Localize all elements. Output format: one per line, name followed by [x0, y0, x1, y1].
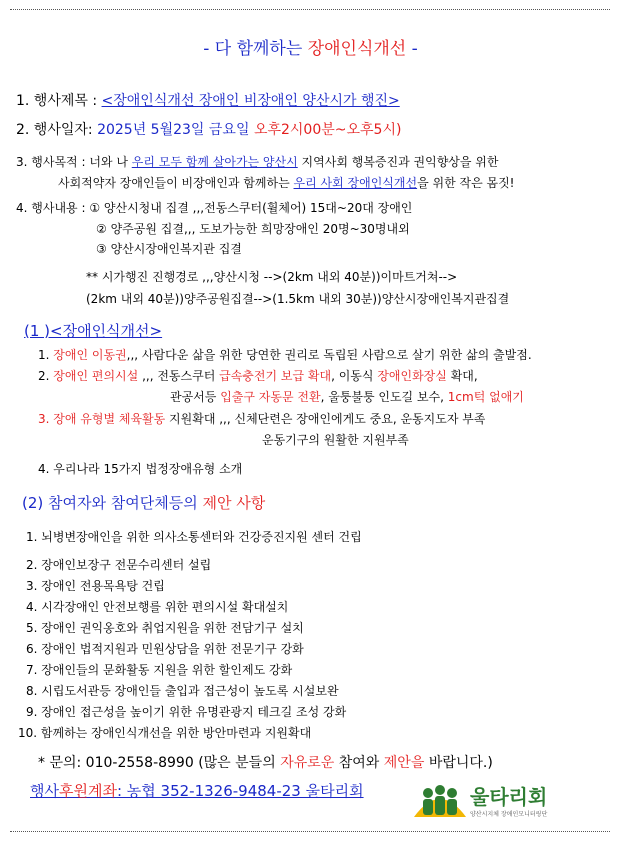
- account-label-b: 후원계좌: [58, 782, 117, 800]
- section2-heading-b: 제안 사항: [202, 494, 266, 512]
- l2-end: 확대,: [446, 369, 478, 383]
- l2-red3: 장애인화장실: [377, 369, 447, 383]
- section1-line-2: [38, 367, 478, 384]
- proposal-item: 4. 시각장애인 안전보행를 위한 편의시설 확대설치: [26, 600, 289, 614]
- title-lead: - 다 함께하는: [203, 39, 303, 59]
- l2b-red: 입출구 자동문 전환: [220, 390, 321, 404]
- l1-rest: ,,, 사람다운 삶을 위한 당연한 권리로 독립된 사람으로 살기 위한 삶의 출발점.: [126, 348, 532, 362]
- event-name-line: [16, 90, 400, 110]
- proposal-item: 9. 장애인 접근성을 높이기 위한 유명관광지 테크길 조성 강화: [26, 705, 347, 719]
- event-purpose-line-2: [58, 174, 515, 191]
- people-group-icon: [410, 777, 570, 821]
- purpose-text-d: 사회적약자 장애인들이 비장애인과 함께하는: [58, 176, 290, 190]
- purpose-text-e: 우리 사회 장애인식개선: [293, 176, 418, 190]
- contact-red: 자유로운: [280, 755, 335, 771]
- section1-line-1: [38, 346, 532, 363]
- section2-heading: [22, 492, 265, 513]
- section1-heading: (1 )<장애인식개선>: [24, 322, 163, 340]
- account-value: : 농협 352-1326-9484-23 울타리회: [116, 782, 364, 800]
- proposal-item: 7. 장애인들의 문화활동 지원을 위한 할인제도 강화: [26, 663, 293, 677]
- contact-prefix: * 문의: 010-2558-8990 (많은 분들의: [38, 755, 276, 771]
- l2-red: 장애인 편의시설: [53, 369, 139, 383]
- account-line: [30, 780, 364, 801]
- section1-line-2b: [170, 388, 524, 405]
- proposal-item: 3. 장애인 전용목욕탕 건립: [26, 579, 165, 593]
- proposal-item: 1. 뇌병변장애인을 위한 의사소통센터와 건강증진지원 센터 건립: [26, 530, 362, 544]
- event-name-label: 1. 행사제목 :: [16, 93, 98, 109]
- section1-line-4: 4. 우리나라 15가지 법정장애유형 소개: [38, 462, 243, 476]
- event-content-line: [16, 199, 412, 216]
- purpose-text-f: 을 위한 작은 몸짓!: [417, 176, 515, 190]
- account-label-a: 행사: [30, 782, 59, 800]
- purpose-label: 3. 행사목적 :: [16, 155, 86, 169]
- route-line-2: (2km 내외 40분))양주공원집결-->(1.5km 내외 30분))양산시장애인복지관집결: [86, 292, 510, 306]
- l3-red: 3. 장애 유형별 체육활동: [38, 412, 166, 426]
- purpose-text-a: 너와 나: [89, 155, 128, 169]
- l2b-a: 관공서등: [170, 390, 221, 404]
- bottom-divider: [10, 831, 610, 832]
- logo-name: 울타리회: [470, 785, 548, 809]
- title-highlight: 장애인식개선: [307, 39, 407, 59]
- l2b-mid: , 울퉁불퉁 인도길 보수,: [320, 390, 448, 404]
- section2-heading-a: (2) 참여자와 참여단체등의: [22, 494, 198, 512]
- content-item-1: ① 양산시청내 집결 ,,,전동스쿠터(휠체어) 15대~20대 장애인: [89, 201, 413, 215]
- purpose-text-c: 지역사회 행복증진과 권익향상을 위한: [301, 155, 499, 169]
- l3-rest: 지원확대 ,,, 신체단련은 장애인에게도 중요, 운동지도자 부족: [165, 412, 486, 426]
- purpose-text-b: 우리 모두 함께 살아가는 양산시: [131, 155, 298, 169]
- content-item-3: ③ 양산시장애인복지관 집결: [96, 242, 242, 256]
- contact-red2: 제안을: [383, 755, 425, 771]
- event-date-value: 2025년 5월23일 금요일: [97, 122, 250, 138]
- proposal-item: 2. 장애인보장구 전문수리센터 설립: [26, 558, 212, 572]
- route-line-1: ** 시가행진 진행경로 ,,,양산시청 -->(2km 내외 40분))이마트거쳐-->: [86, 270, 458, 284]
- proposal-item: 5. 장애인 권익옹호와 취업지원을 위한 전담기구 설치: [26, 621, 304, 635]
- l2-mid2: , 이동식: [331, 369, 378, 383]
- content-label: 4. 행사내용 :: [16, 201, 86, 215]
- l2-red2: 급속충전기 보급 확대: [219, 369, 332, 383]
- event-date-label: 2. 행사일자:: [16, 122, 93, 138]
- event-date-line: [16, 119, 401, 139]
- section1-line-3: [38, 410, 485, 427]
- logo-subtitle: 양산시지체 장애인모니터링단: [470, 811, 548, 818]
- l2b-red2: 1cm턱 없애기: [447, 390, 524, 404]
- l1-red: 장애인 이동권: [53, 348, 127, 362]
- organization-logo: [410, 777, 570, 821]
- proposal-item: 6. 장애인 법적지원과 민원상담을 위한 전문기구 강화: [26, 642, 304, 656]
- section1-line-3b: 운동기구의 원활한 지원부족: [262, 433, 409, 447]
- proposal-item: 8. 시립도서관등 장애인들 출입과 접근성이 높도록 시설보완: [26, 684, 339, 698]
- l2-mid: ,,, 전동스쿠터: [138, 369, 220, 383]
- contact-suffix: 바랍니다.): [428, 755, 493, 771]
- page-title: [0, 34, 621, 59]
- top-divider: [10, 9, 610, 10]
- l2-num: 2.: [38, 369, 50, 383]
- l1-num: 1.: [38, 348, 50, 362]
- contact-mid: 참여와: [338, 755, 380, 771]
- event-purpose-line: [16, 153, 498, 170]
- event-time-value: 오후2시00분~오후5시): [253, 122, 402, 138]
- content-item-2: ② 양주공원 집결,,, 도보가능한 희망장애인 20명~30명내외: [96, 222, 410, 236]
- event-name-value: <장애인식개선 장애인 비장애인 양산시가 행진>: [101, 93, 400, 109]
- proposal-item: 10. 함께하는 장애인식개선을 위한 방안마련과 지원확대: [18, 726, 312, 740]
- title-trail: -: [406, 39, 418, 59]
- contact-line: [38, 752, 493, 772]
